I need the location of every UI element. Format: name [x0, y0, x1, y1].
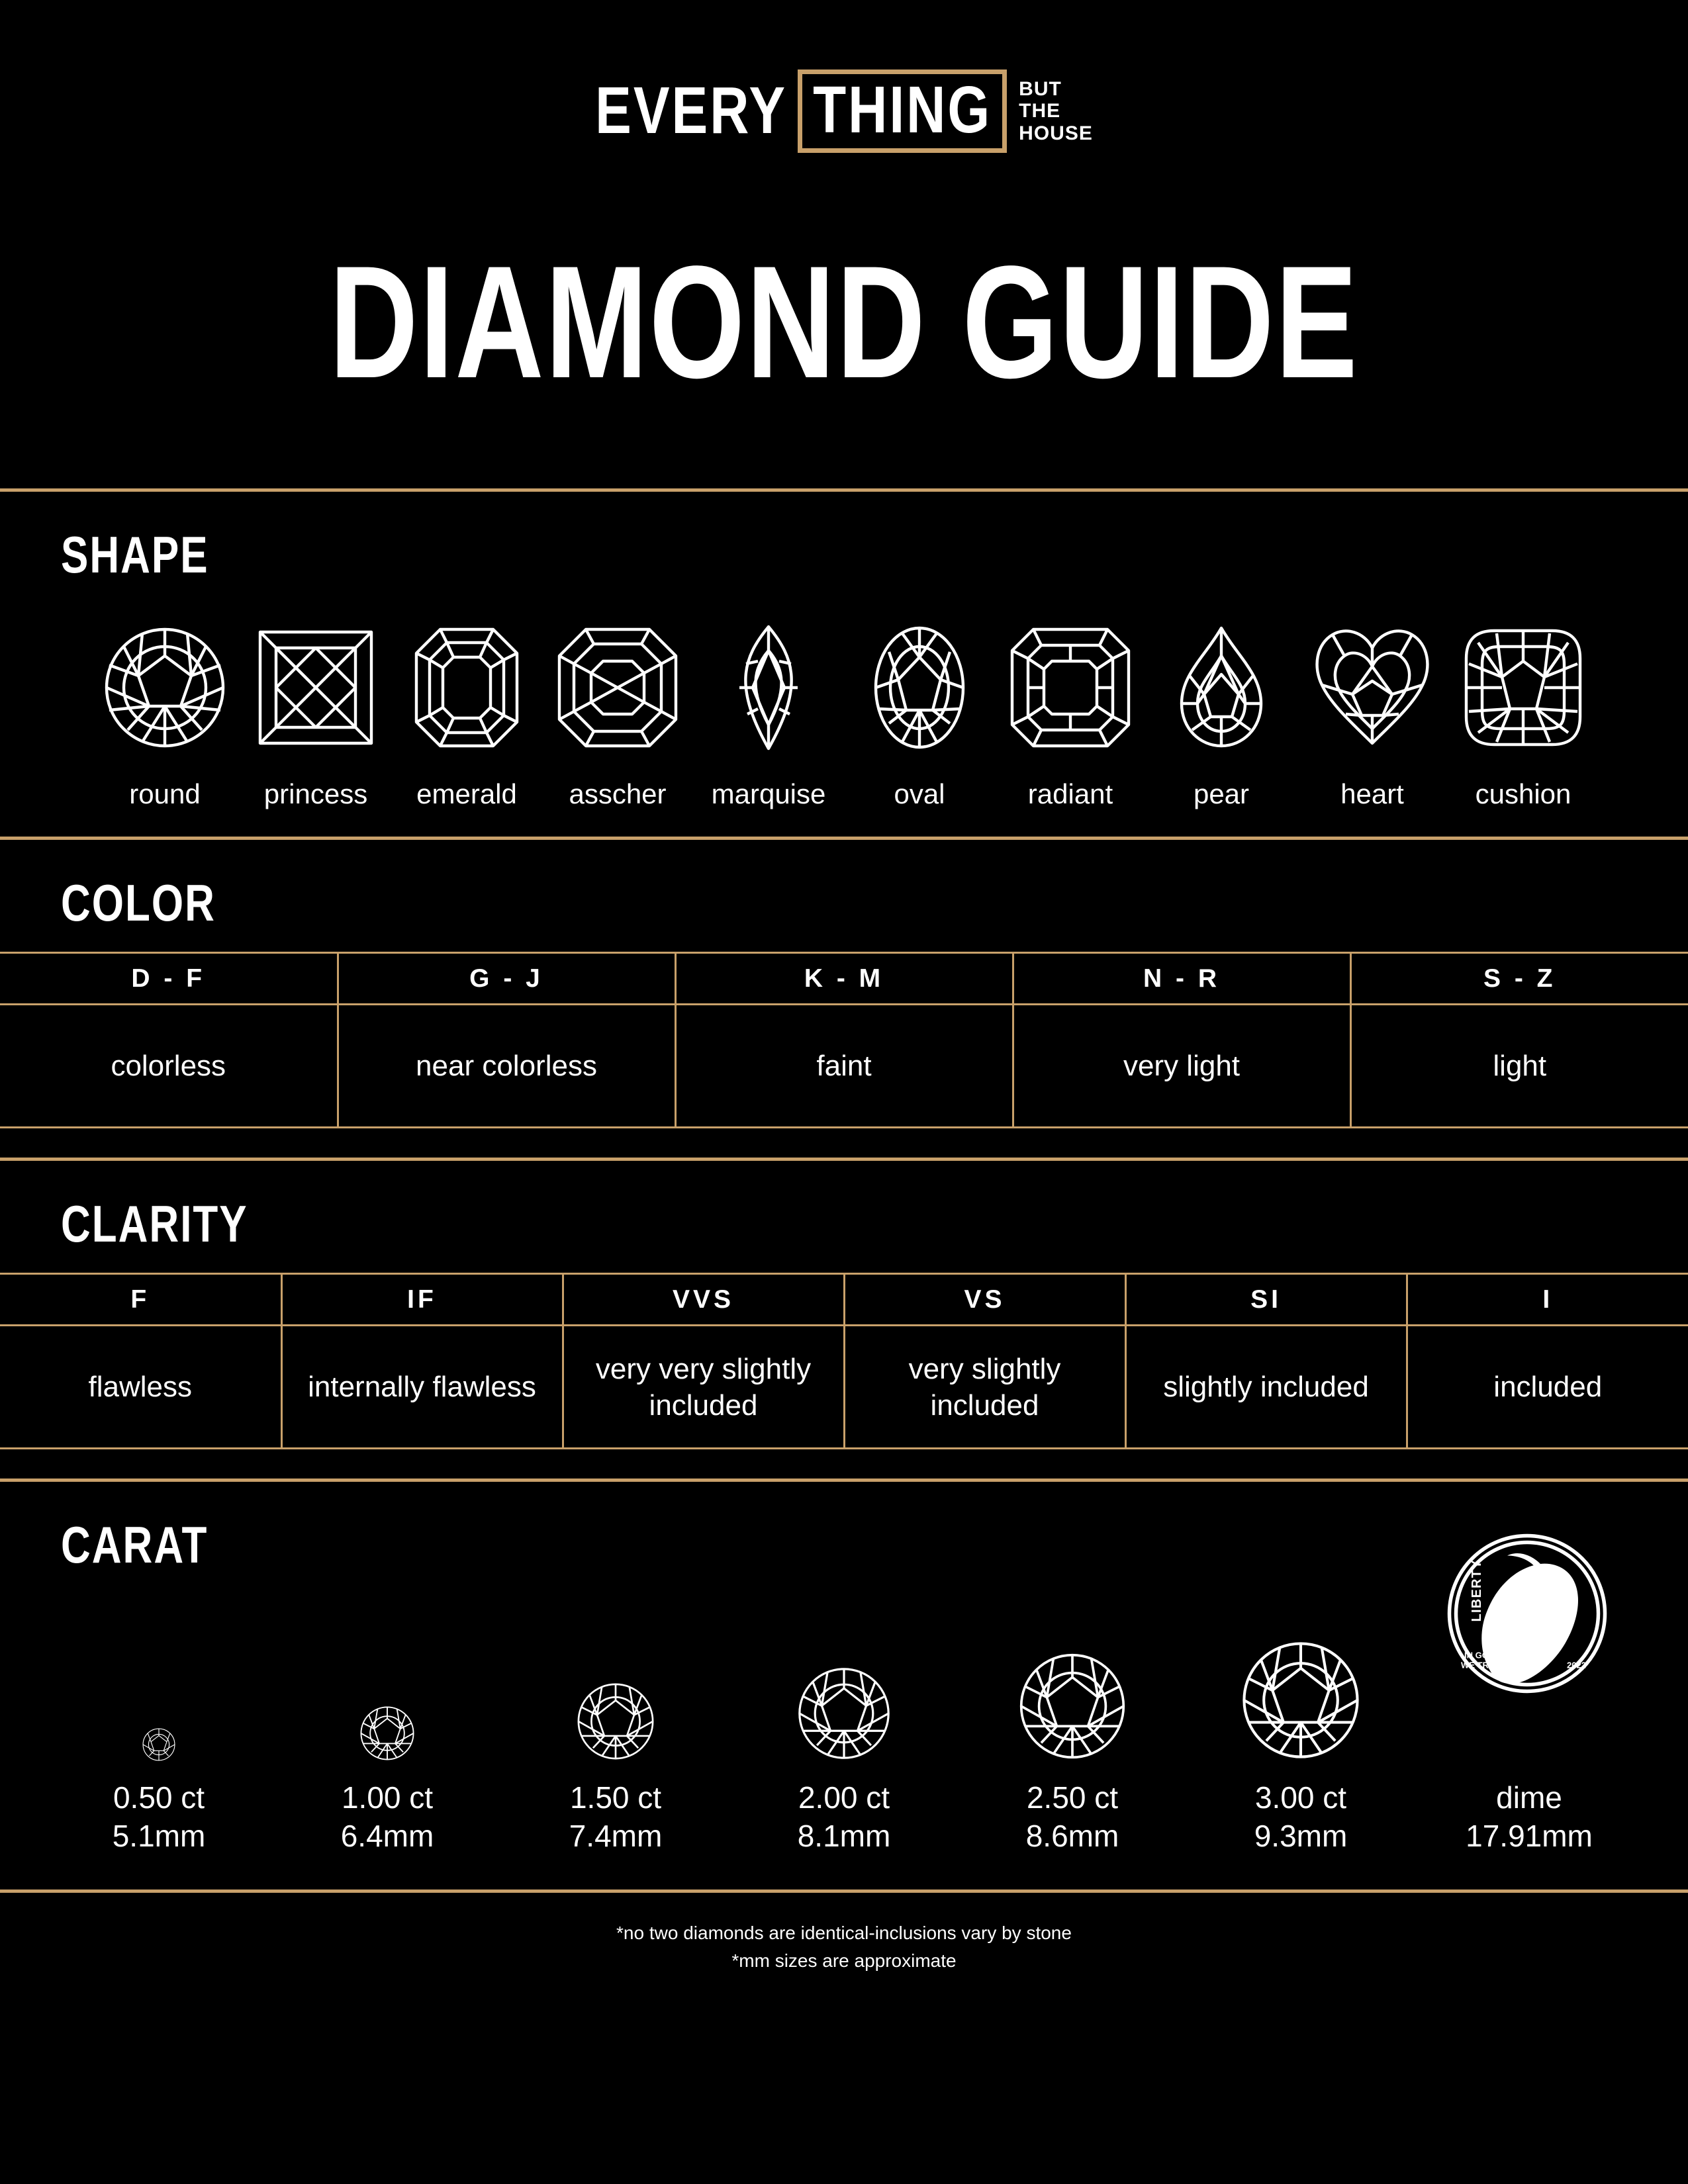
carat-item-100 — [288, 1576, 487, 1855]
shape-item-heart — [1297, 612, 1448, 810]
carat-size: 5.1mm — [112, 1818, 206, 1853]
footnotes — [0, 1919, 1688, 1975]
shape-item-radiant — [995, 612, 1146, 810]
footnote-line-1: *no two diamonds are identical-inclusions vary by stone — [616, 1923, 1072, 1943]
round-brilliant-icon — [1239, 1576, 1362, 1762]
section-color — [0, 874, 1688, 1128]
section-carat — [0, 1516, 1688, 1855]
page-title: DIAMOND GUIDE — [329, 233, 1359, 412]
color-header-cell: D - F — [0, 953, 338, 1005]
carat-label — [798, 1779, 891, 1855]
carat-weight: 2.00 ct — [798, 1780, 890, 1815]
shape-label: oval — [894, 778, 945, 809]
dime-motto-line2: WE TRUST — [1461, 1660, 1506, 1670]
marquise-diamond-icon — [702, 612, 835, 764]
emerald-diamond-icon — [400, 612, 533, 764]
shape-item-cushion — [1448, 612, 1599, 810]
carat-item-300 — [1201, 1576, 1400, 1855]
shape-item-round — [89, 612, 240, 810]
logo-tagline-line3: HOUSE — [1019, 122, 1093, 144]
color-value-cell: light — [1350, 1005, 1688, 1128]
round-brilliant-icon — [1017, 1576, 1128, 1762]
carat-label — [113, 1779, 206, 1855]
carat-weight: 1.00 ct — [341, 1780, 434, 1815]
clarity-value-cell: very very slightly included — [563, 1326, 844, 1449]
clarity-header-cell: IF — [281, 1274, 563, 1326]
section-title-clarity: CLARITY — [61, 1196, 248, 1253]
carat-weight: 3.00 ct — [1254, 1780, 1347, 1815]
dime-year: 2022 — [1567, 1660, 1586, 1670]
logo-tagline-line1: BUT — [1019, 77, 1062, 100]
carat-weight: 0.50 ct — [113, 1780, 205, 1815]
divider-clarity-carat — [0, 1479, 1688, 1482]
clarity-table — [0, 1273, 1688, 1449]
table-row-headers — [0, 1274, 1688, 1326]
table-row-values — [0, 1326, 1688, 1449]
carat-weight: dime — [1496, 1780, 1562, 1815]
clarity-header-cell: VVS — [563, 1274, 844, 1326]
logo-box — [798, 69, 1007, 153]
shape-item-asscher — [542, 612, 693, 810]
carat-size: 9.3mm — [1254, 1818, 1348, 1853]
carat-size: 8.6mm — [1025, 1818, 1119, 1853]
section-title-color: COLOR — [61, 875, 216, 933]
carat-item-150 — [516, 1576, 715, 1855]
carat-label — [1466, 1779, 1593, 1855]
color-value-cell: near colorless — [338, 1005, 675, 1128]
clarity-value-cell: very slightly included — [844, 1326, 1125, 1449]
section-title-shape: SHAPE — [61, 527, 209, 584]
heart-diamond-icon — [1306, 612, 1438, 764]
brand-logo — [0, 0, 1688, 153]
shape-label: round — [129, 778, 201, 809]
section-title-carat: CARAT — [61, 1517, 209, 1574]
shape-label: heart — [1340, 778, 1404, 809]
pear-diamond-icon — [1155, 612, 1288, 764]
dime-liberty-text: LIBERTY — [1470, 1559, 1484, 1622]
color-header-cell: G - J — [338, 953, 675, 1005]
carat-weight: 2.50 ct — [1026, 1780, 1119, 1815]
dime-motto-line1: IN GOD — [1464, 1650, 1495, 1661]
princess-diamond-icon — [250, 612, 382, 764]
carat-size: 6.4mm — [340, 1818, 434, 1853]
logo-tagline-line2: THE — [1019, 100, 1061, 122]
color-header-cell: N - R — [1013, 953, 1350, 1005]
round-brilliant-icon — [142, 1576, 176, 1762]
section-shape — [0, 526, 1688, 810]
clarity-header-cell: I — [1407, 1274, 1688, 1326]
divider-shape-color — [0, 837, 1688, 840]
color-header-cell: K - M — [675, 953, 1013, 1005]
color-value-cell: colorless — [0, 1005, 338, 1128]
carat-size: 7.4mm — [569, 1818, 663, 1853]
oval-diamond-icon — [853, 612, 986, 764]
shape-item-oval — [844, 612, 995, 810]
cushion-diamond-icon — [1457, 612, 1589, 764]
table-row-values — [0, 1005, 1688, 1128]
logo-word-every: EVERY — [595, 73, 788, 148]
shape-item-marquise — [693, 612, 844, 810]
divider-bottom — [0, 1889, 1688, 1893]
color-value-cell: very light — [1013, 1005, 1350, 1128]
shape-label: radiant — [1027, 778, 1113, 809]
clarity-value-cell: slightly included — [1125, 1326, 1407, 1449]
shape-label: asscher — [569, 778, 667, 809]
clarity-header-cell: SI — [1125, 1274, 1407, 1326]
color-table — [0, 952, 1688, 1128]
radiant-diamond-icon — [1004, 612, 1137, 764]
carat-label — [341, 1779, 434, 1855]
shape-item-emerald — [391, 612, 542, 810]
logo-word-thing: THING — [813, 73, 992, 147]
carat-item-050 — [60, 1576, 258, 1855]
round-brilliant-icon — [359, 1576, 416, 1762]
logo-tagline — [1019, 78, 1093, 145]
carat-label — [569, 1779, 663, 1855]
divider-top — [0, 488, 1688, 492]
shape-item-pear — [1146, 612, 1297, 810]
color-header-cell: S - Z — [1350, 953, 1688, 1005]
section-clarity — [0, 1195, 1688, 1449]
carat-item-250 — [973, 1576, 1172, 1855]
clarity-header-cell: F — [0, 1274, 281, 1326]
shape-label: princess — [263, 778, 368, 809]
clarity-value-cell: included — [1407, 1326, 1688, 1449]
dime-coin-icon — [1444, 1531, 1610, 1696]
clarity-value-cell: internally flawless — [281, 1326, 563, 1449]
shape-list — [0, 612, 1688, 810]
carat-weight: 1.50 ct — [569, 1780, 662, 1815]
shape-label: emerald — [416, 778, 517, 809]
shape-item-princess — [240, 612, 391, 810]
carat-list — [0, 1576, 1688, 1855]
table-row-headers — [0, 953, 1688, 1005]
round-brilliant-icon — [796, 1576, 892, 1762]
carat-label — [1026, 1779, 1119, 1855]
shape-label: cushion — [1475, 778, 1571, 809]
round-brilliant-icon — [575, 1576, 656, 1762]
carat-item-200 — [745, 1576, 943, 1855]
clarity-value-cell: flawless — [0, 1326, 281, 1449]
round-diamond-icon — [99, 612, 231, 764]
shape-label: marquise — [711, 778, 826, 809]
divider-color-clarity — [0, 1158, 1688, 1161]
footnote-line-2: *mm sizes are approximate — [731, 1950, 957, 1971]
shape-label: pear — [1193, 778, 1250, 809]
carat-size: 17.91mm — [1466, 1818, 1593, 1853]
color-value-cell: faint — [675, 1005, 1013, 1128]
carat-size: 8.1mm — [797, 1818, 891, 1853]
asscher-diamond-icon — [551, 612, 684, 764]
clarity-header-cell: VS — [844, 1274, 1125, 1326]
carat-label — [1254, 1779, 1348, 1855]
